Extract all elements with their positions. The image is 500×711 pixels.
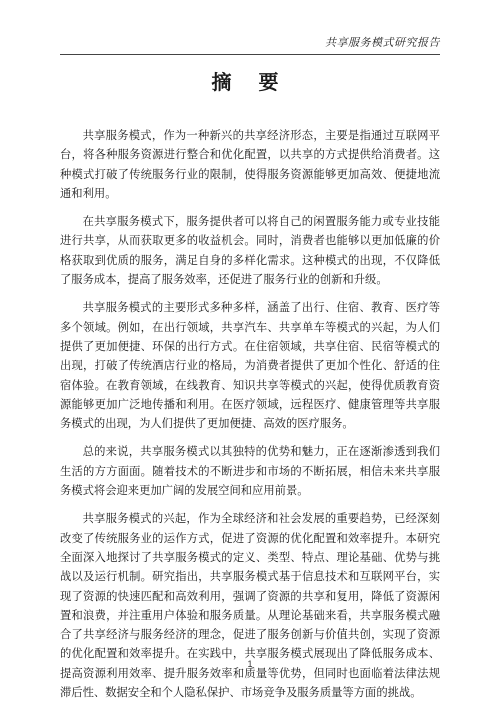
abstract-body bbox=[60, 126, 440, 711]
paragraph-3: 共享服务模式的主要形式多种多样，涵盖了出行、住宿、教育、医疗等多个领域。例如，在出行领域，共享汽车、共享单车等模式的兴起，为人们提供了更加便捷、环保的出行方式。在住宿领域，共享住宿、民宿等模式的出现，打破了传统酒店行业的格局，为消费者提供了更加个性化、舒适的住宿体验。在教育领域，在线教育、知识共享等模式的兴起，使得优质教育资源能够更加广泛地传播和利用。在医疗领域，远程医疗、健康管理等共享服务模式的出现，为人们提供了更加便捷、高效的医疗服务。 bbox=[60, 301, 440, 431]
running-header: 共享服务模式研究报告 bbox=[325, 36, 440, 49]
paragraph-4: 总的来说，共享服务模式以其独特的优势和魅力，正在逐渐渗透到我们生活的方方面面。随着技术的不断进步和市场的不断拓展，相信未来共享服务模式将会迎来更加广阔的发展空间和应用前景。 bbox=[60, 445, 440, 498]
abstract-title: 摘 要 bbox=[211, 70, 289, 94]
paragraph-1: 共享服务模式，作为一种新兴的共享经济形态，主要是指通过互联网平台，将各种服务资源进行整合和优化配置，以共享的方式提供给消费者。这种模式打破了传统服务行业的限制，使得服务资源能够更加高效、便捷地流通和利用。 bbox=[60, 129, 440, 200]
page-number: 1 bbox=[247, 659, 253, 669]
paragraph-5: 共享服务模式的兴起，作为全球经济和社会发展的重要趋势，已经深刻改变了传统服务业的运作方式，促进了资源的优化配置和效率提升。本研究全面深入地探讨了共享服务模式的定义、类型、特点、理论基础、优势与挑战以及运行机制。研究指出，共享服务模式基于信息技术和互联网平台，实现了资源的快速匹配和高效利用，强调了资源的共享和复用，降低了资源闲置和浪费，并注重用户体验和服务质量。从理论基础来看，共享服务模式融合了共享经济与服务经济的理念，促进了服务创新与价值共创，实现了资源的优化配置和效率提升。在实践中，共享服务模式展现出了降低服务成本、提高资源利用效率、提升服务效率和质量等优势，但同时也面临着法律法规滞后性、数据安全和个人隐私保护、市场竞争及服务质量等方面的挑战。 bbox=[60, 512, 440, 700]
paragraph-2: 在共享服务模式下，服务提供者可以将自己的闲置服务能力或专业技能进行共享，从而获取更多的收益机会。同时，消费者也能够以更加低廉的价格获取到优质的服务，满足自身的多样化需求。这种模式的出现，不仅降低了服务成本，提高了服务效率，还促进了服务行业的创新和升级。 bbox=[60, 215, 440, 287]
header-divider bbox=[60, 54, 440, 55]
